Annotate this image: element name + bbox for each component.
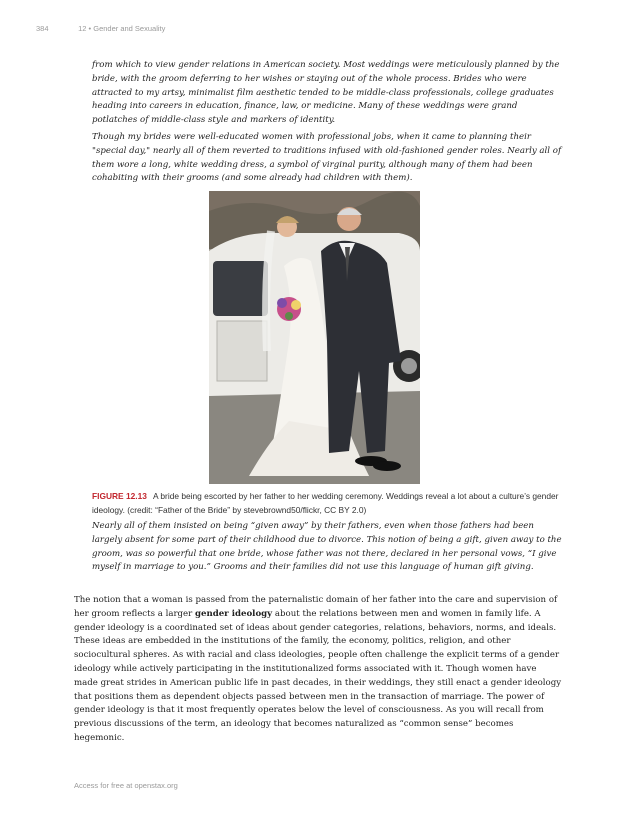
key-term: gender ideology [194, 608, 273, 619]
body-paragraph [74, 594, 562, 746]
body-text: The notion that a woman is passed from the paternalistic domain of her father into the care and supervision of her groom reflects a larger [74, 595, 558, 619]
footer-link[interactable]: Access for free at openstax.org [74, 781, 178, 790]
quote-paragraph: Nearly all of them insisted on being “given away” by their fathers, even when those fathers had been largely absent for some part of their childhood due to divorce. This notion of being a gift, given away to the groom, was so powerful that one bride, whose father was not there, declared in her personal vows, “I give myself in marriage to you.” Grooms and their families did not use this language of human gift giving. [92, 521, 562, 573]
running-header [36, 24, 165, 33]
quote-paragraph: Though my brides were well-educated women with professional jobs, when it came to planning their "special day," nearly all of them reverted to traditions infused with old-fashioned gender roles. Nearly all of them wore a long, white wedding dress, a symbol of virginal purity, although many of them had been cohabiting with their grooms (and some already had children with them). [92, 132, 562, 184]
body-text: about the relations between men and women in family life. A gender ideology is a coordinated set of ideas about gender categories, relations, behaviors, norms, and ideals. These ideas are embedded in the institutions of the family, the economy, politics, religion, and other sociocultural spheres. As with racial and class ideologies, people often challenge the explicit terms of a gender ideology while actively participating in the institutionalized forms associated with it. Though women have made great strides in American public life in past decades, in their weddings, they still enact a gender ideology that positions them as dependent objects passed between men in the transaction of marriage. The power of gender ideology is that it most frequently operates below the level of consciousness. As you will recall from previous discussions of the term, an ideology that becomes naturalized as “common sense” becomes hegemonic. [74, 608, 562, 743]
wedding-photo [209, 191, 420, 484]
chapter-title: 12 • Gender and Sexuality [78, 24, 166, 33]
figure-caption-text: A bride being escorted by her father to her wedding ceremony. Weddings reveal a lot about a culture’s gender ideology. (credit: “Father of the Bride” by stevebrownd50/flickr, CC BY 2.0) [92, 491, 559, 515]
quote-paragraph: from which to view gender relations in American society. Most weddings were meticulously planned by the bride, with the groom deferring to her wishes or staying out of the whole process. Brides who were attracted to my artsy, minimalist film aesthetic tended to be middle-class professionals, college graduates heading into careers in education, finance, law, or medicine. Many of these weddings were grand potlatches of middle-class style and markers of identity. [92, 60, 560, 126]
figure-caption [92, 490, 562, 517]
page-number: 384 [36, 24, 49, 33]
figure-label: FIGURE 12.13 [92, 491, 147, 501]
